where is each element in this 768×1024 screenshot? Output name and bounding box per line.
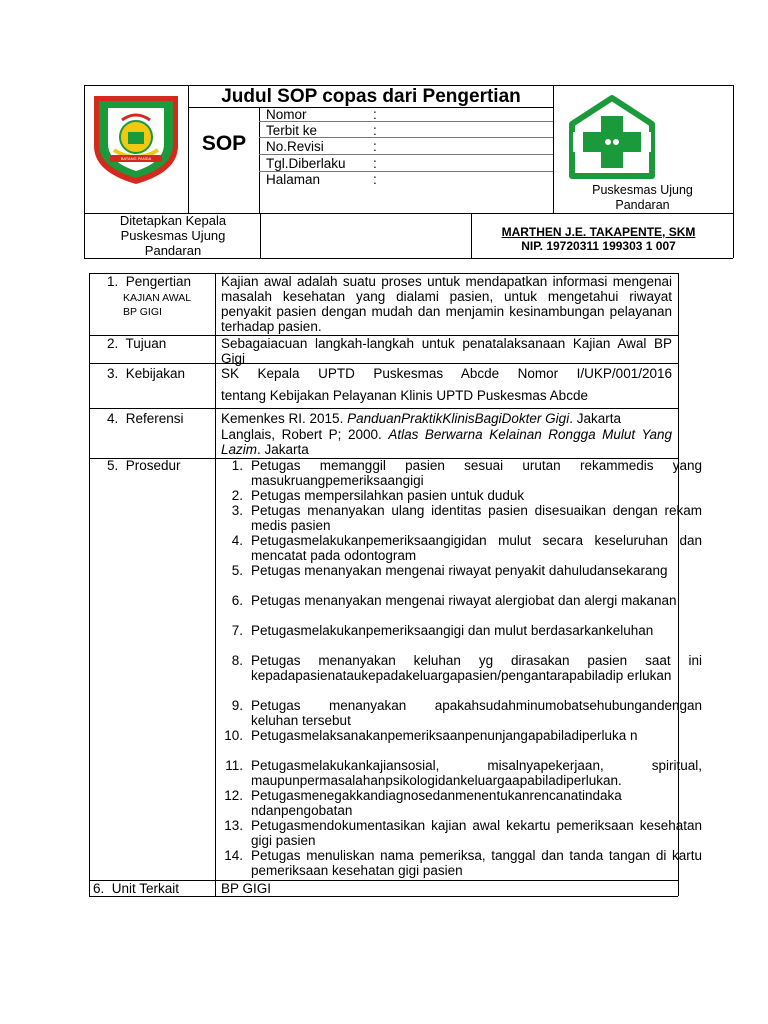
field-nomor-sep: :: [373, 107, 377, 122]
prosedur-step: [221, 503, 702, 533]
pengertian-text: Kajian awal adalah suatu proses untuk mendapatkan informasi mengenai masalah kesehatan yang dialami pasien, untuk mengetahui riwayat penyakit pasien dengan mudah dan menjamin kesinambungan pelayanan terhadap pasien.: [221, 274, 672, 334]
ref2-title: Atlas Berwarna Kelainan Rongga Mulut Yang Lazim: [221, 427, 672, 457]
ditetapkan-text: Ditetapkan Kepala Puskesmas Ujung Pandaran: [119, 213, 227, 258]
ref2-city: . Jakarta: [257, 442, 309, 457]
shield-emblem-icon: [88, 92, 184, 188]
step-text: Petugas memanggil pasien sesuai urutan rekammedis yang masukruangpemeriksaangigi: [251, 458, 702, 488]
step-text: Petugasmelaksanakanpemeriksaanpenunjangapabiladiperluka n: [251, 728, 638, 743]
prosedur-step: [221, 458, 702, 488]
puskesmas-caption: Puskesmas Ujung Pandaran: [592, 183, 693, 212]
referensi-item-1: [221, 411, 676, 426]
pengertian-sublabel-1: KAJIAN AWAL: [123, 292, 192, 304]
step-text: Petugas mempersilahkan pasien untuk duduk: [251, 488, 525, 503]
field-tgl-sep: :: [373, 156, 377, 171]
prosedur-step: [221, 488, 702, 503]
step-text: Petugas menanyakan mengenai riwayat penyakit dahuludansekarang: [251, 563, 668, 578]
field-terbit-label: Terbit ke: [266, 123, 318, 138]
prosedur-step: [221, 563, 702, 578]
step-text: Petugasmendokumentasikan kajian awal kekartu pemeriksaan kesehatan gigi pasien: [251, 818, 702, 848]
step-text: Petugas menanyakan mengenai riwayat alergiobat dan alergi makanan: [251, 593, 677, 608]
step-number: 6.: [231, 593, 243, 608]
field-nomor-label: Nomor: [266, 107, 307, 122]
step-text: Petugas menanyakan keluhan yg dirasakan pasien saat ini kepadapasienataukepadakeluargapasien/pengantarapabiladip erlukan: [251, 653, 702, 683]
signatory-nip: NIP. 19720311 199303 1 007: [521, 239, 676, 253]
step-number: 13.: [224, 818, 243, 833]
step-number: 7.: [231, 623, 243, 638]
prosedur-step: [221, 698, 702, 728]
prosedur-step: [221, 728, 702, 743]
ref1-author: Kemenkes RI. 2015.: [221, 411, 348, 426]
pengertian-sublabel-2: BP GIGI: [123, 306, 162, 318]
step-number: 14.: [224, 848, 243, 863]
step-text: Petugas menuliskan nama pemeriksa, tanggal dan tanda tangan di kartu pemeriksaan kesehatan gigi pasien: [251, 848, 702, 878]
step-text: Petugasmelakukanpemeriksaangigidan mulut secara keseluruhan dan mencatat pada odontogram: [251, 533, 702, 563]
section-label-referensi: 4. Referensi: [107, 411, 184, 426]
section-label-kebijakan: 3. Kebijakan: [107, 366, 186, 381]
step-text: Petugasmelakukanpemeriksaangigi dan mulut berdasarkankeluhan: [251, 623, 654, 638]
step-number: 2.: [231, 488, 243, 503]
puskesmas-logo: [568, 94, 656, 180]
kebijakan-line-2: tentang Kebijakan Pelayanan Klinis UPTD Puskesmas Abcde: [221, 388, 588, 403]
regency-emblem-logo: [88, 92, 184, 188]
section-label-unit-terkait: 6. Unit Terkait: [93, 881, 180, 896]
step-number: 12.: [224, 788, 243, 803]
ref2-author: Langlais, Robert P; 2000.: [221, 427, 389, 442]
prosedur-step: [221, 533, 702, 563]
step-number: 11.: [225, 758, 243, 773]
health-cross-house-icon: [568, 94, 656, 180]
prosedur-step: [221, 758, 702, 788]
field-revisi-label: No.Revisi: [266, 139, 324, 154]
step-number: 9.: [231, 698, 243, 713]
prosedur-step: [221, 593, 702, 608]
ref1-city: . Jakarta: [569, 411, 621, 426]
step-number: 8.: [231, 653, 243, 668]
prosedur-step: [221, 623, 702, 638]
kebijakan-line-1: SK Kepala UPTD Puskesmas Abcde Nomor I/UKP/001/2016: [221, 366, 672, 381]
signatory-name: MARTHEN J.E. TAKAPENTE, SKM: [501, 225, 696, 239]
step-text: Petugas menanyakan ulang identitas pasien disesuaikan dengan rekam medis pasien: [251, 503, 702, 533]
unit-terkait-text: BP GIGI: [221, 881, 272, 896]
tujuan-text: Sebagaiacuan langkah-langkah untuk penatalaksanaan Kajian Awal BP Gigi: [221, 336, 672, 366]
prosedur-step: [221, 848, 702, 878]
step-number: 3.: [231, 503, 243, 518]
section-label-prosedur: 5. Prosedur: [107, 458, 181, 473]
emblem-banner-text: BATANG PANDA: [120, 156, 152, 161]
step-text: Petugas menanyakan apakahsudahminumobatsehubungandengan keluhan tersebut: [251, 698, 702, 728]
field-tgl-label: Tgl.Diberlaku: [266, 156, 346, 171]
ref1-title: PanduanPraktikKlinisBagiDokter Gigi: [347, 411, 570, 426]
prosedur-step: [221, 818, 702, 848]
field-halaman-sep: :: [373, 172, 377, 187]
referensi-item-2: [221, 427, 672, 457]
section-label-pengertian: 1. Pengertian: [107, 274, 192, 289]
step-number: 5.: [231, 563, 243, 578]
field-halaman-label: Halaman: [266, 172, 321, 187]
field-revisi-sep: :: [373, 139, 377, 154]
document-title: Judul SOP copas dari Pengertian: [221, 86, 521, 107]
field-terbit-sep: :: [373, 123, 377, 138]
prosedur-step: [221, 653, 702, 683]
section-label-tujuan: 2. Tujuan: [107, 336, 167, 351]
prosedur-step: [221, 788, 702, 818]
step-text: Petugasmenegakkandiagnosedanmenentukanrencanatindaka ndanpengobatan: [251, 788, 622, 818]
step-number: 4.: [231, 533, 243, 548]
step-number: 1.: [231, 458, 243, 473]
step-number: 10.: [224, 728, 243, 743]
sop-label: SOP: [201, 132, 247, 155]
step-text: Petugasmelakukankajiansosial, misalnyapekerjaan, spiritual, maupunpermasalahanpsikologidankeluargaapabiladiperlukan.: [251, 758, 702, 788]
